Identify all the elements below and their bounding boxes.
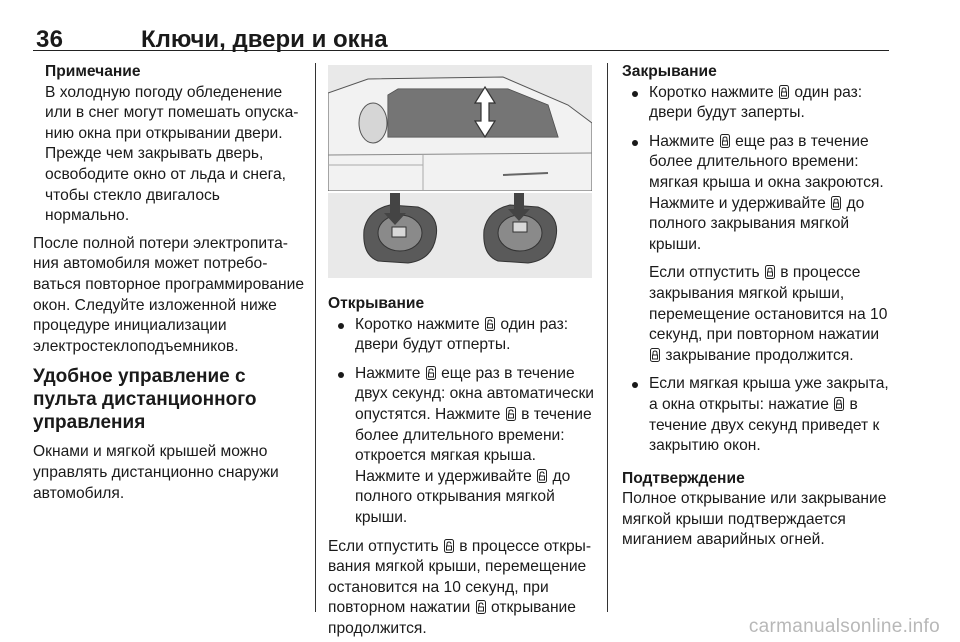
text-span: Нажмите bbox=[355, 364, 425, 382]
list-item-continuation bbox=[649, 263, 892, 366]
column-left bbox=[33, 62, 305, 504]
text-span: один раз: двери будут заперты. bbox=[649, 83, 863, 122]
text-span: в процессе открывания мягкой крыши, перемещение остановится на 10 секунд, при повторном нажатии bbox=[328, 537, 592, 617]
paragraph-remote: Окнами и мягкой крышей можно управлять дистанционно снаружи автомобиля. bbox=[33, 443, 279, 502]
text-span: еще раз в течение более длительного времени: мягкая крыша и окна закроются. Нажмите и удерживайте bbox=[649, 132, 884, 212]
unlock-key-icon bbox=[506, 407, 516, 421]
paragraph-reprogramming: После полной потери электропитания автомобиля может потребоваться повторное программирование окон. Следуйте изложенной ниже процедуре инициализации электростеклоподъемников. bbox=[33, 234, 305, 355]
list-item bbox=[622, 132, 892, 367]
confirmation-block bbox=[622, 469, 892, 551]
text-span: открывание продолжится. bbox=[328, 599, 576, 637]
text-span: Коротко нажмите bbox=[649, 83, 779, 101]
car-door-drawing bbox=[328, 65, 592, 191]
unlock-key-icon bbox=[476, 600, 486, 614]
remote-control-illustration bbox=[328, 65, 592, 278]
text-span: еще раз в течение двух секунд: окна автоматически опустятся. Нажмите bbox=[355, 364, 594, 423]
column-divider bbox=[315, 63, 316, 612]
page-header bbox=[33, 10, 889, 51]
text-span: Коротко нажмите bbox=[355, 315, 485, 333]
text-span: Если мягкая крыша уже закрыта, а окна открыты: нажатие bbox=[649, 375, 889, 413]
text-span: Если отпустить bbox=[649, 264, 764, 282]
lock-key-icon bbox=[720, 134, 730, 148]
text-span: один раз: двери будут отперты. bbox=[355, 315, 569, 354]
text-span: закрывание продолжится. bbox=[661, 346, 854, 364]
lock-key-icon bbox=[650, 348, 660, 362]
text-span: до полного закрывания мягкой крыши. bbox=[649, 194, 865, 253]
column-divider bbox=[607, 63, 608, 612]
unlock-key-icon bbox=[426, 366, 436, 380]
unlock-key-icon bbox=[485, 317, 495, 331]
page-number: 36 bbox=[36, 26, 64, 53]
paragraph-opening-stop bbox=[328, 537, 594, 640]
section-heading: Удобное управление с пульта дистанционного управления bbox=[33, 366, 257, 434]
page-title: Ключи, двери и окна bbox=[141, 26, 388, 53]
unlock-key-icon bbox=[537, 469, 547, 483]
note-title: Примечание bbox=[45, 63, 141, 80]
text-span: Если отпустить bbox=[328, 537, 443, 555]
closing-title: Закрывание bbox=[622, 63, 717, 80]
text-span: до полного открывания мягкой крыши. bbox=[355, 467, 571, 526]
column-right bbox=[622, 62, 892, 551]
lock-key-icon bbox=[779, 85, 789, 99]
list-item bbox=[622, 83, 892, 124]
unlock-key-icon bbox=[444, 539, 454, 553]
confirmation-text: Полное открывание или закрывание мягкой крыши подтверждается миганием аварийных огней. bbox=[622, 490, 887, 549]
lock-key-icon bbox=[765, 265, 775, 279]
note-text: В холодную погоду обледенение или в снег могут помешать опусканию окна при открывании двери. Прежде чем закрывать дверь, освободите окно от льда и снега, чтобы стекло двигалось нормально. bbox=[45, 83, 299, 225]
note-block bbox=[33, 62, 305, 227]
confirmation-title: Подтверждение bbox=[622, 469, 745, 487]
text-span: в течение двух секунд приведет к закрытию окон. bbox=[649, 395, 880, 455]
text-span: в процессе закрывания мягкой крыши, перемещение остановится на 10 секунд, при повторном нажатии bbox=[649, 264, 888, 344]
list-item bbox=[328, 315, 594, 356]
opening-title: Открывание bbox=[328, 295, 425, 312]
text-span: в течение более длительного времени: откроется мягкая крыша. Нажмите и удерживайте bbox=[355, 405, 592, 485]
list-item bbox=[622, 374, 892, 456]
text-span: Нажмите bbox=[649, 132, 719, 150]
watermark: carmanualsonline.info bbox=[748, 616, 940, 637]
list-item bbox=[328, 364, 594, 529]
lock-key-icon bbox=[831, 196, 841, 210]
lock-key-icon bbox=[834, 397, 844, 411]
column-middle bbox=[328, 294, 594, 640]
